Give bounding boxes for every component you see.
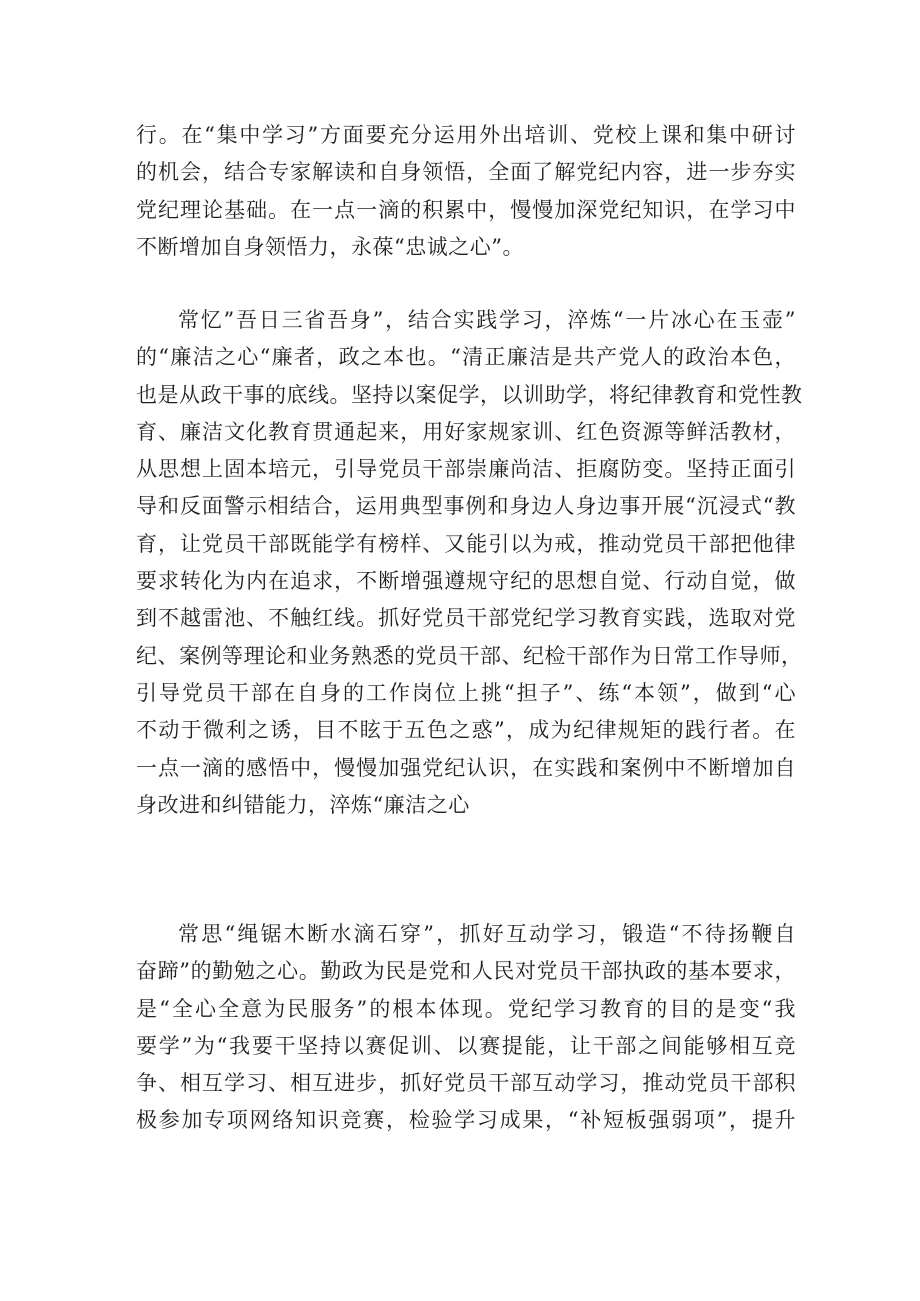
text-line: 纪、案例等理论和业务熟悉的党员干部、纪检干部作为日常工作导师，: [136, 643, 803, 668]
text-line: 要学”为“我要干坚持以赛促训、以赛提能，让干部之间能够相互竞: [136, 1033, 796, 1058]
paragraph-2: [136, 302, 803, 824]
text-line: 身改进和纠错能力，淬炼“廉洁之心: [136, 792, 470, 817]
text-line: 常思“绳锯木断水滴石穿”，抓好互动学习，锻造“不待扬鞭自: [178, 922, 796, 946]
text-line: 极参加专项网络知识竞赛，检验学习成果，“补短板强弱项”，提升: [136, 1108, 796, 1133]
paragraph-3: [136, 916, 796, 1140]
text-line: 育、廉洁文化教育贯通起来，用好家规家训、红色资源等鲜活教材，: [136, 419, 796, 444]
text-line: 常忆”吾日三省吾身”，结合实践学习，淬炼“一片冰心在玉壶”: [178, 308, 796, 332]
text-line: 引导党员干部在自身的工作岗位上挑“担子”、练“本领”，做到“心: [136, 680, 796, 705]
text-line: 一点一滴的感悟中，慢慢加强党纪认识，在实践和案例中不断增加自: [136, 755, 796, 780]
text-line: 行。在“集中学习”方面要充分运用外出培训、党校上课和集中研讨: [136, 123, 796, 147]
text-line: 的机会，结合专家解读和自身领悟，全面了解党纪内容，进一步夯实: [136, 160, 796, 185]
text-line: 育，让党员干部既能学有榜样、又能引以为戒，推动党员干部把他律: [136, 531, 796, 556]
paragraph-1: [136, 117, 796, 266]
text-line: 也是从政干事的底线。坚持以案促学，以训助学，将纪律教育和党性教: [136, 382, 803, 407]
text-line: 到不越雷池、不触红线。抓好党员干部党纪学习教育实践，选取对党: [136, 606, 796, 631]
text-line: 奋蹄”的勤勉之心。勤政为民是党和人民对党员干部执政的基本要求，: [136, 959, 796, 984]
text-line: 是“全心全意为民服务”的根本体现。党纪学习教育的目的是变“我: [136, 996, 796, 1021]
text-line: 要求转化为内在追求，不断增强遵规守纪的思想自觉、行动自觉，做: [136, 569, 796, 594]
text-line: 争、相互学习、相互进步，抓好党员干部互动学习，推动党员干部积: [136, 1071, 796, 1096]
text-line: 不动于微利之诱，目不眩于五色之惑”，成为纪律规矩的践行者。在: [136, 718, 796, 743]
text-line: 的“廉洁之心“廉者，政之本也。“清正廉洁是共产党人的政治本色，: [136, 345, 796, 370]
text-line: 从思想上固本培元，引导党员干部崇廉尚洁、拒腐防变。坚持正面引: [136, 457, 796, 482]
text-line: 不断增加自身领悟力，永葆“忠诚之心”。: [136, 234, 524, 259]
text-line: 党纪理论基础。在一点一滴的积累中，慢慢加深党纪知识，在学习中: [136, 197, 796, 222]
text-line: 导和反面警示相结合，运用典型事例和身边人身边事开展“沉浸式“教: [136, 494, 796, 519]
